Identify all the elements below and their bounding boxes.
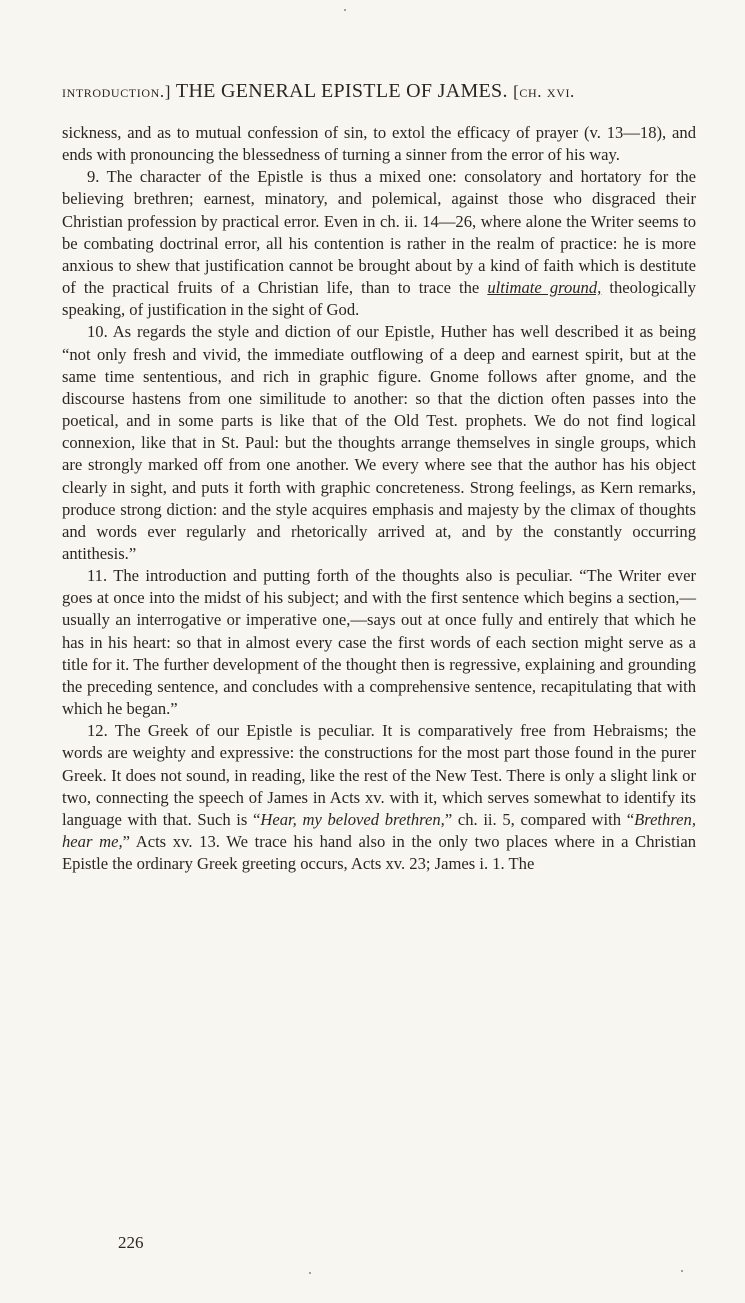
paragraph — [62, 565, 696, 720]
paragraph — [62, 166, 696, 321]
text-run: theologically speaking, of justification in the sight of God. — [62, 278, 696, 320]
paragraph — [62, 720, 696, 875]
running-header — [62, 80, 696, 103]
page-number: 226 — [118, 1233, 144, 1252]
text-run: 10. As regards the style and diction of our Epistle, Huther has well described it as being “not only fresh and vivid, the immediate outflowing of a deep and earnest spirit, but at the same time sententious, and rich in graphic figure. Gnome follows after gnome, and the discourse hastens from one similitude to another: so that the diction often passes into the poetical, and in some parts is like that of the Old Test. prophets. We do not find logical connexion, like that in St. Paul: but the thoughts arrange themselves in single groups, which are strongly marked off from one another. We every where see that the author has his object clearly in sight, and puts it forth with graphic concreteness. Strong feelings, as Kern remarks, produce strong diction: and the style acquires emphasis and majesty by the climax of thoughts and words ever regularly and rhetorically arrived at, and by the constantly occurring antithesis.” — [62, 322, 696, 563]
text-run: 11. The introduction and putting forth of the thoughts also is peculiar. “The Writer ever goes at once into the midst of his subject; and with the first sentence which begins a section,—usually an interrogative or imperative one,—says out at once fully and entirely that which he has in his heart: so that in almost every case the first words of each section might serve as a title for it. The further development of the thought then is regressive, explaining and grounding the preceding sentence, and concludes with a comprehensive sentence, recapitulating that with which he began.” — [62, 566, 696, 719]
emphasis-text: Hear, my beloved brethren, — [260, 809, 445, 829]
text-run: 9. The character of the Epistle is thus a mixed one: consolatory and hortatory for the believing brethren; earnest, minatory, and polemical, against those who disgraced their Christian profession by practical error. Even in ch. ii. 14—26, where alone the Writer seems to be combating doctrinal error, all his contention is rather in the realm of practice: he is more anxious to shew that justification cannot be brought about by a kind of faith which is destitute of the practical fruits of a Christian life, than to trace the — [62, 167, 696, 298]
emphasis-text: Brethren, hear me, — [62, 809, 696, 851]
header-chapter-label: [ch. xvi. — [513, 82, 575, 101]
text-run: ” Acts xv. 13. We trace his hand also in the only two places where in a Christian Epistle the ordinary Greek greeting occurs, Acts xv. 23; James i. 1. The — [62, 832, 696, 874]
emphasis-text: ultimate ground, — [487, 278, 602, 298]
body-text — [62, 122, 696, 875]
paragraph — [62, 321, 696, 565]
paragraph — [62, 122, 696, 166]
scan-speck — [309, 1272, 311, 1274]
text-run: 12. The Greek of our Epistle is peculiar. It is comparatively free from Hebraisms; the words are weighty and expressive: the constructions for the most part those found in the purer Greek. It does not sound, in reading, like the rest of the New Test. There is only a slight link or two, connecting the speech of James in Acts xv. with it, which serves somewhat to identify its language with that. Such is “ — [62, 721, 696, 829]
text-run: sickness, and as to mutual confession of sin, to extol the efficacy of prayer (v. 13—18), and ends with pronouncing the blessedness of turning a sinner from the error of his way. — [62, 123, 696, 165]
header-section-label: introduction.] — [62, 82, 171, 101]
scan-speck — [344, 9, 346, 11]
scan-speck — [681, 1270, 683, 1272]
text-run: ” ch. ii. 5, compared with “ — [444, 809, 635, 829]
header-title: THE GENERAL EPISTLE OF JAMES. — [175, 80, 508, 102]
